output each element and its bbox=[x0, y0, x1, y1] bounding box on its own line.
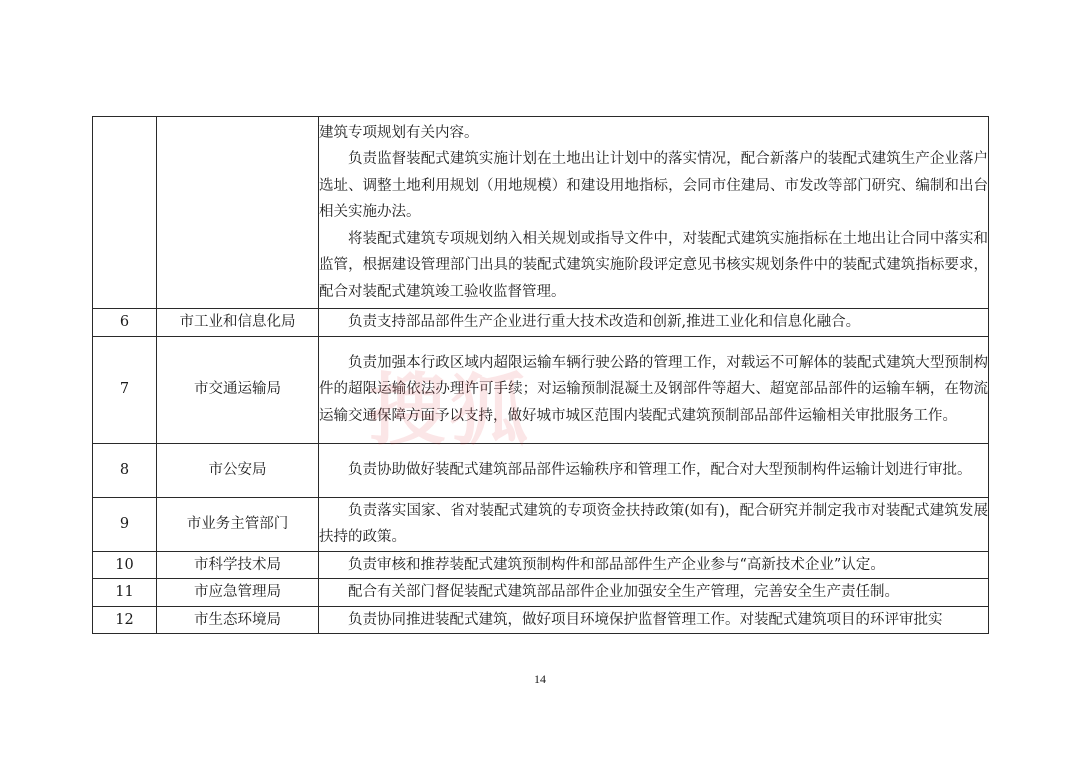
row-number: 11 bbox=[93, 579, 157, 607]
row-number: 8 bbox=[93, 443, 157, 497]
department-name: 市业务主管部门 bbox=[157, 497, 319, 551]
department-name: 市科学技术局 bbox=[157, 551, 319, 579]
table-row bbox=[93, 309, 989, 337]
sohu-watermark: 搜狐 bbox=[368, 366, 533, 456]
department-name: 市工业和信息化局 bbox=[157, 309, 319, 337]
table-row bbox=[93, 579, 989, 607]
row-number: 6 bbox=[93, 309, 157, 337]
table-row bbox=[93, 443, 989, 497]
department-name: 市生态环境局 bbox=[157, 606, 319, 634]
duty-text: 配合有关部门督促装配式建筑部品部件企业加强安全生产管理，完善安全生产责任制。 bbox=[348, 584, 899, 600]
duty-cell-continuation bbox=[319, 117, 989, 309]
department-name: 市应急管理局 bbox=[157, 579, 319, 607]
duty-paragraph: 将装配式建筑专项规划纳入相关规划或指导文件中，对装配式建筑实施指标在土地出让合同中落实和监管，根据建设管理部门出具的装配式建筑实施阶段评定意见书核实规划条件中的装配式建筑指标要求，配合对装配式建筑竣工验收监督管理。 bbox=[319, 230, 988, 300]
table-row bbox=[93, 551, 989, 579]
duty-text: 负责支持部品部件生产企业进行重大技术改造和创新,推进工业化和信息化融合。 bbox=[348, 314, 861, 330]
duty-text-cell bbox=[319, 336, 989, 443]
duty-text-cell bbox=[319, 497, 989, 551]
duty-paragraph: 负责监督装配式建筑实施计划在土地出让计划中的落实情况，配合新落户的装配式建筑生产企业落户选址、调整土地利用规划（用地规模）和建设用地指标，会同市住建局、市发改等部门研究、编制和出台相关实施办法。 bbox=[319, 151, 988, 221]
row-number: 9 bbox=[93, 497, 157, 551]
duty-text-cell bbox=[319, 579, 989, 607]
duty-text: 负责协同推进装配式建筑，做好项目环境保护监督管理工作。对装配式建筑项目的环评审批实 bbox=[348, 611, 943, 628]
duty-text: 负责加强本行政区域内超限运输车辆行驶公路的管理工作，对载运不可解体的装配式建筑大型预制构件的超限运输依法办理许可手续；对运输预制混凝土及钢部件等超大、超宽部品部件的运输车辆，在物流运输交通保障方面予以支持，做好城市城区范围内装配式建筑预制部品部件运输相关审批服务工作。 bbox=[319, 354, 988, 424]
number-cell-empty bbox=[93, 117, 157, 309]
duty-text: 负责审核和推荐装配式建筑预制构件和部品部件生产企业参与“高新技术企业”认定。 bbox=[348, 556, 885, 573]
table-row bbox=[93, 606, 989, 634]
duty-text: 负责协助做好装配式建筑部品部件运输秩序和管理工作，配合对大型预制构件运输计划进行审批。 bbox=[348, 461, 972, 478]
table-row bbox=[93, 336, 989, 443]
table-row-continuation bbox=[93, 117, 989, 309]
duty-text-cell bbox=[319, 443, 989, 497]
row-number: 10 bbox=[93, 551, 157, 579]
row-number: 7 bbox=[93, 336, 157, 443]
duty-text: 负责落实国家、省对装配式建筑的专项资金扶持政策(如有)，配合研究并制定我市对装配式建筑发展扶持的政策。 bbox=[319, 502, 988, 545]
duty-text-cell bbox=[319, 551, 989, 579]
duty-text-cell bbox=[319, 309, 989, 337]
table-row bbox=[93, 497, 989, 551]
department-name: 市交通运输局 bbox=[157, 336, 319, 443]
duty-paragraph: 建筑专项规划有关内容。 bbox=[319, 124, 479, 141]
department-cell-empty bbox=[157, 117, 319, 309]
row-number: 12 bbox=[93, 606, 157, 634]
duty-text-cell bbox=[319, 606, 989, 634]
page-number: 14 bbox=[534, 672, 546, 686]
responsibility-table bbox=[92, 116, 989, 634]
department-name: 市公安局 bbox=[157, 443, 319, 497]
